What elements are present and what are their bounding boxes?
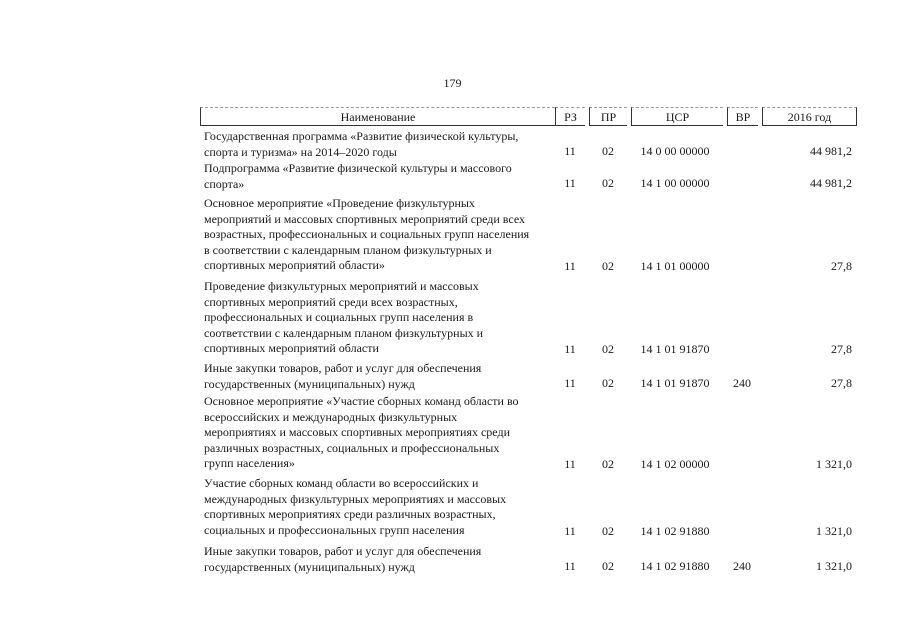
row-rz: 11 bbox=[564, 559, 576, 574]
table-row bbox=[200, 394, 860, 473]
row-amount: 1 321,0 bbox=[816, 559, 852, 574]
row-amount: 27,8 bbox=[831, 342, 852, 357]
row-name: Подпрограмма «Развитие физической культуры и массового спорта» bbox=[204, 161, 512, 191]
row-rz: 11 bbox=[564, 457, 576, 472]
row-pr: 02 bbox=[602, 376, 614, 391]
row-name: Основное мероприятие «Участие сборных команд области во всероссийских и международных физкультурных мероприятиях и массовых спортивных мероприятиях среди различных возрастных, социальных и профессиональных групп населения» bbox=[204, 394, 519, 471]
header-csr: ЦСР bbox=[631, 107, 723, 126]
row-amount: 27,8 bbox=[831, 259, 852, 274]
row-vr: 240 bbox=[733, 559, 751, 574]
row-vr: 240 bbox=[733, 376, 751, 391]
row-csr: 14 1 01 91870 bbox=[640, 342, 710, 357]
header-vr: ВР bbox=[727, 107, 758, 126]
row-rz: 11 bbox=[564, 342, 576, 357]
row-pr: 02 bbox=[602, 457, 614, 472]
row-name: Иные закупки товаров, работ и услуг для обеспечения государственных (муниципальных) нужд bbox=[204, 544, 482, 574]
row-pr: 02 bbox=[602, 259, 614, 274]
row-pr: 02 bbox=[602, 342, 614, 357]
row-amount: 1 321,0 bbox=[816, 457, 852, 472]
row-pr: 02 bbox=[602, 176, 614, 191]
row-rz: 11 bbox=[564, 524, 576, 539]
table-row bbox=[200, 279, 860, 358]
row-rz: 11 bbox=[564, 376, 576, 391]
row-name: Иные закупки товаров, работ и услуг для обеспечения государственных (муниципальных) нужд bbox=[204, 361, 482, 391]
row-pr: 02 bbox=[602, 144, 614, 159]
row-amount: 1 321,0 bbox=[816, 524, 852, 539]
table-row bbox=[200, 196, 860, 275]
row-csr: 14 0 00 00000 bbox=[640, 144, 710, 159]
row-name: Участие сборных команд области во всероссийских и международных физкультурных мероприятиях и массовых спортивных мероприятиях среди различных возрастных, социальных и профессиональных групп населения bbox=[204, 476, 507, 537]
row-pr: 02 bbox=[602, 524, 614, 539]
table-row bbox=[200, 544, 860, 575]
row-csr: 14 1 02 91880 bbox=[640, 524, 710, 539]
row-rz: 11 bbox=[564, 259, 576, 274]
row-name: Государственная программа «Развитие физической культуры, спорта и туризма» на 2014–2020 годы bbox=[204, 129, 519, 159]
row-csr: 14 1 01 91870 bbox=[640, 376, 710, 391]
table-row bbox=[200, 361, 860, 392]
row-rz: 11 bbox=[564, 176, 576, 191]
table-row bbox=[200, 476, 860, 540]
page-number: 179 bbox=[443, 76, 462, 90]
row-name: Основное мероприятие «Проведение физкультурных мероприятий и массовых спортивных мероприятий среди всех возрастных, профессиональных и социальных групп населения в соответствии с календарным планом физкультурных и спортивных мероприятий области» bbox=[204, 196, 530, 273]
header-pr: ПР bbox=[589, 107, 627, 126]
row-csr: 14 1 00 00000 bbox=[640, 176, 710, 191]
row-amount: 44 981,2 bbox=[810, 144, 852, 159]
row-rz: 11 bbox=[564, 144, 576, 159]
row-amount: 27,8 bbox=[831, 376, 852, 391]
header-year: 2016 год bbox=[762, 107, 857, 126]
row-csr: 14 1 01 00000 bbox=[640, 259, 710, 274]
table-row bbox=[200, 129, 860, 160]
row-name: Проведение физкультурных мероприятий и массовых спортивных мероприятий среди всех возрастных, профессиональных и социальных групп населения в соответствии с календарным планом физкультурных и спортивных мероприятий области bbox=[204, 279, 484, 356]
row-csr: 14 1 02 00000 bbox=[640, 457, 710, 472]
table-row bbox=[200, 161, 860, 192]
header-name: Наименование bbox=[200, 107, 555, 126]
header-rz: РЗ bbox=[555, 107, 585, 126]
row-amount: 44 981,2 bbox=[810, 176, 852, 191]
row-pr: 02 bbox=[602, 559, 614, 574]
row-csr: 14 1 02 91880 bbox=[640, 559, 710, 574]
